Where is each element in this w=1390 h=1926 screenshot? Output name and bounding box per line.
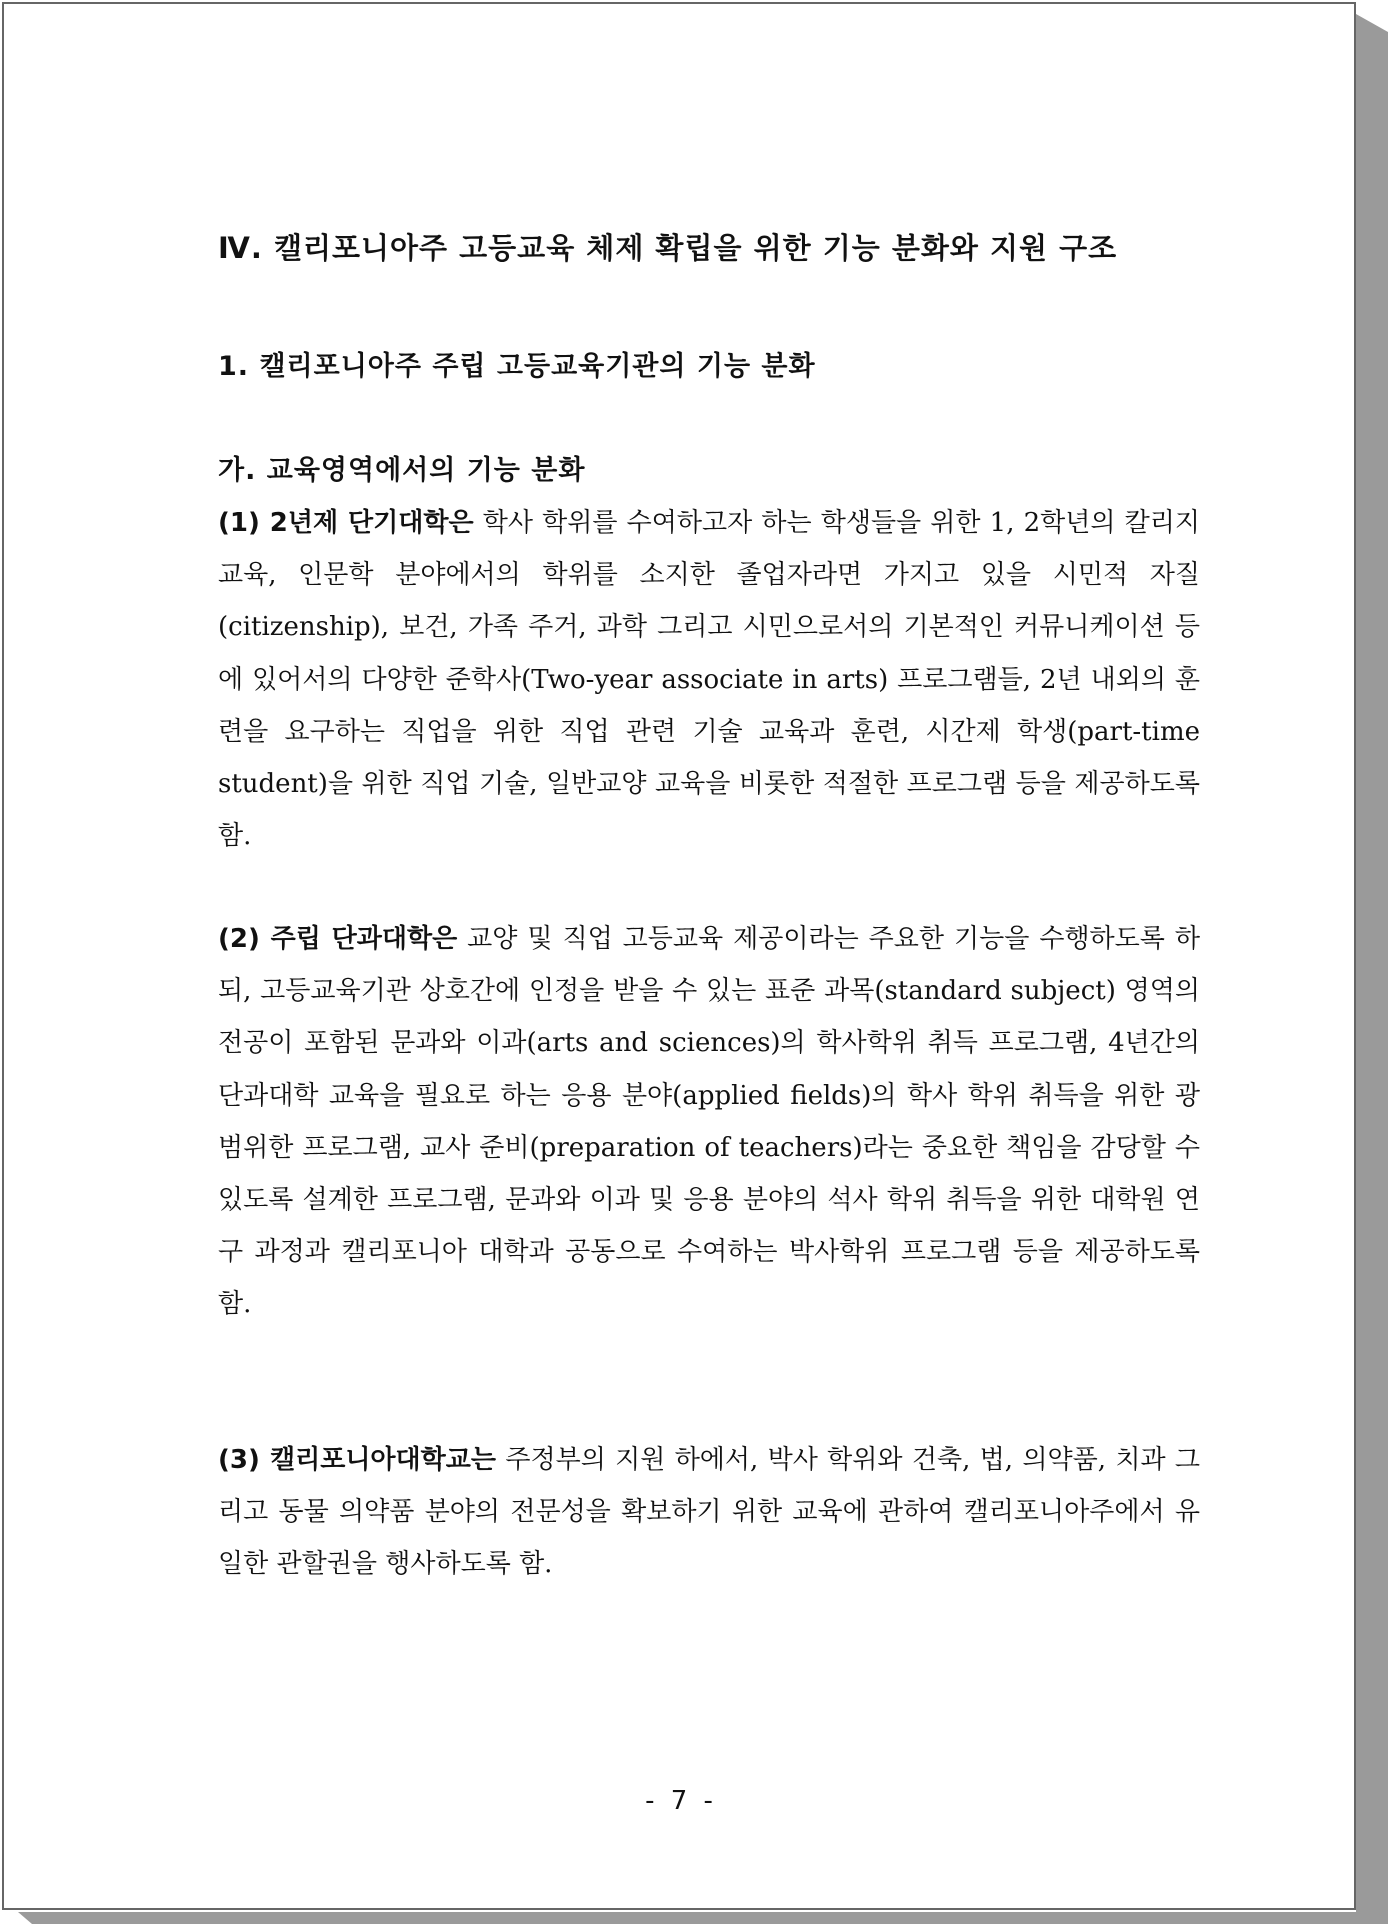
section-title: 1. 캘리포니아주 주립 고등교육기관의 기능 분화 [218, 351, 816, 382]
document-page [2, 2, 1356, 1910]
chapter-title: Ⅳ. 캘리포니아주 고등교육 체제 확립을 위한 기능 분화와 지원 구조 [218, 231, 1118, 265]
page-number: - 7 - [645, 1786, 717, 1816]
paragraph-3-text: 주정부의 지원 하에서, 박사 학위와 건축, 법, 의약품, 치과 그리고 동물 의약품 분야의 전문성을 확보하기 위한 교육에 관하여 캘리포니아주에서 유일한 관할권을 행사하도록 함. [218, 1445, 1201, 1580]
page-shadow-bottom [18, 1912, 1388, 1924]
paragraph-1-text: 학사 학위를 수여하고자 하는 학생들을 위한 1, 2학년의 칼리지 교육, 인문학 분야에서의 학위를 소지한 졸업자라면 가지고 있을 시민적 자질(citizenship), 보건, 가족 주거, 과학 그리고 시민으로서의 기본적인 커뮤니케이션 등에 있어서의 다양한 준학사(Two-year associate in arts) 프로그램들, 2년 내외의 훈련을 요구하는 직업을 위한 직업 관련 기술 교육과 훈련, 시간제 학생(part-time student)을 위한 직업 기술, 일반교양 교육을 비롯한 적절한 프로그램 등을 제공하도록 함. [218, 508, 1201, 852]
paragraph-1 [190, 497, 1200, 862]
subsection-title: 가. 교육영역에서의 기능 분화 [218, 455, 586, 486]
page-shadow-right [1356, 14, 1388, 1912]
paragraph-2-lead: (2) 주립 단과대학은 [218, 924, 458, 954]
paragraph-3-lead: (3) 캘리포니아대학교는 [218, 1445, 497, 1475]
paragraph-1-lead: (1) 2년제 단기대학은 [218, 508, 474, 538]
paragraph-2 [190, 913, 1200, 1331]
paragraph-3 [190, 1434, 1200, 1591]
paragraph-2-text: 교양 및 직업 고등교육 제공이라는 주요한 기능을 수행하도록 하되, 고등교육기관 상호간에 인정을 받을 수 있는 표준 과목(standard subject) 영역의 전공이 포함된 문과와 이과(arts and sciences)의 학사학위 취득 프로그램, 4년간의 단과대학 교육을 필요로 하는 응용 분야(applied fields)의 학사 학위 취득을 위한 광범위한 프로그램, 교사 준비(preparation of teachers)라는 중요한 책임을 감당할 수 있도록 설계한 프로그램, 문과와 이과 및 응용 분야의 석사 학위 취득을 위한 대학원 연구 과정과 캘리포니아 대학과 공동으로 수여하는 박사학위 프로그램 등을 제공하도록 함. [218, 924, 1200, 1320]
